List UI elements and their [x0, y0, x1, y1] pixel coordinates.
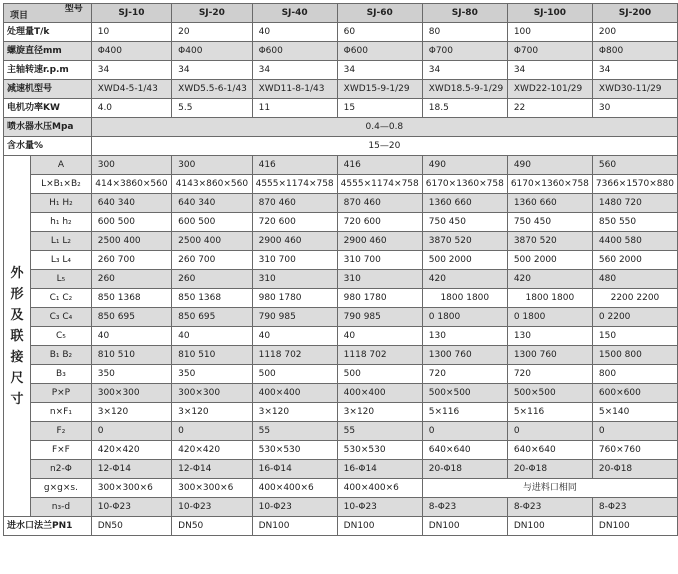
- dim-value: 10-Φ23: [172, 498, 252, 517]
- corner-model-label: 型号: [64, 4, 83, 14]
- dim-value: 850 695: [91, 308, 171, 327]
- dim-row: [4, 270, 678, 289]
- dim-row: [4, 289, 678, 308]
- dim-value: 3870 520: [422, 232, 507, 251]
- dim-value: 20-Φ18: [592, 460, 677, 479]
- dim-value: 500×500: [507, 384, 592, 403]
- dim-value: 150: [592, 327, 677, 346]
- dim-value: 720: [422, 365, 507, 384]
- dim-row: [4, 156, 678, 175]
- dim-value: 300×300: [91, 384, 171, 403]
- dim-value: 300×300: [172, 384, 252, 403]
- dim-value: 4143×860×560: [172, 175, 252, 194]
- dims-title-char: 接: [10, 349, 24, 365]
- dim-value: 850 695: [172, 308, 252, 327]
- dim-value: 300: [172, 156, 252, 175]
- dim-label: B₁ B₂: [31, 346, 92, 365]
- dim-value: 420: [422, 270, 507, 289]
- model-header: SJ-100: [507, 4, 592, 23]
- dim-value: 40: [252, 327, 337, 346]
- dim-value: 560: [592, 156, 677, 175]
- dim-value: 850 1368: [172, 289, 252, 308]
- dim-value: 10-Φ23: [337, 498, 422, 517]
- spec-value: 34: [422, 61, 507, 80]
- dim-value: 400×400×6: [337, 479, 422, 498]
- dim-value: 12-Φ14: [91, 460, 171, 479]
- dim-value: 480: [592, 270, 677, 289]
- dim-value: 0: [592, 422, 677, 441]
- dim-label: L₅: [31, 270, 92, 289]
- flange-value: DN100: [592, 517, 677, 536]
- dims-title-char: 及: [10, 307, 24, 323]
- spec-value: 34: [172, 61, 252, 80]
- dim-value: 5×140: [592, 403, 677, 422]
- dim-value: 0 2200: [592, 308, 677, 327]
- dim-label: g×g×s.: [31, 479, 92, 498]
- span-label: 喷水器水压Mpa: [4, 118, 92, 137]
- spec-value: 200: [592, 23, 677, 42]
- dim-row: [4, 213, 678, 232]
- dim-value: 260: [172, 270, 252, 289]
- dim-value: 310: [337, 270, 422, 289]
- dim-value: 0: [422, 422, 507, 441]
- dim-label: C₃ C₄: [31, 308, 92, 327]
- model-header: SJ-200: [592, 4, 677, 23]
- dim-row: [4, 327, 678, 346]
- dim-value: 310 700: [252, 251, 337, 270]
- spec-value: 10: [91, 23, 171, 42]
- dim-value: 980 1780: [337, 289, 422, 308]
- spec-value: XWD18.5-9-1/29: [422, 80, 507, 99]
- dim-value: 800: [592, 365, 677, 384]
- dim-value: 810 510: [91, 346, 171, 365]
- dim-value: 1118 702: [252, 346, 337, 365]
- dim-value: 16-Φ14: [337, 460, 422, 479]
- dim-row: [4, 460, 678, 479]
- dim-value: 130: [507, 327, 592, 346]
- dim-value: 400×400×6: [252, 479, 337, 498]
- dim-row: [4, 441, 678, 460]
- dim-value: 1300 760: [507, 346, 592, 365]
- dim-value: 260 700: [172, 251, 252, 270]
- dim-span-value: 与进料口相同: [422, 479, 677, 498]
- spec-label: 螺旋直径mm: [4, 42, 92, 61]
- dim-label: h₁ h₂: [31, 213, 92, 232]
- dim-value: 0: [172, 422, 252, 441]
- dim-value: 416: [252, 156, 337, 175]
- dim-row: [4, 422, 678, 441]
- dim-value: 500: [252, 365, 337, 384]
- dim-value: 6170×1360×758: [507, 175, 592, 194]
- dim-value: 12-Φ14: [172, 460, 252, 479]
- dim-value: 3×120: [172, 403, 252, 422]
- spec-label: 减速机型号: [4, 80, 92, 99]
- spec-value: XWD30-11/29: [592, 80, 677, 99]
- dims-title-char: 尺: [10, 370, 24, 386]
- spec-value: Φ400: [91, 42, 171, 61]
- spec-value: XWD22-101/29: [507, 80, 592, 99]
- spec-label: 处理量T/k: [4, 23, 92, 42]
- dim-value: 0: [91, 422, 171, 441]
- spec-value: 40: [252, 23, 337, 42]
- model-header: SJ-10: [91, 4, 171, 23]
- dim-value: 750 450: [422, 213, 507, 232]
- spec-value: 18.5: [422, 99, 507, 118]
- dim-label: n×F₁: [31, 403, 92, 422]
- dim-row: [4, 194, 678, 213]
- dim-value: 420: [507, 270, 592, 289]
- dim-value: 350: [91, 365, 171, 384]
- spec-table: [3, 3, 678, 536]
- dims-title-char: 联: [10, 328, 24, 344]
- dim-value: 870 460: [337, 194, 422, 213]
- spec-value: 34: [91, 61, 171, 80]
- spec-value: 22: [507, 99, 592, 118]
- spec-row: [4, 99, 678, 118]
- dim-value: 1480 720: [592, 194, 677, 213]
- dim-label: L₁ L₂: [31, 232, 92, 251]
- dim-value: 0 1800: [422, 308, 507, 327]
- dim-value: 500 2000: [507, 251, 592, 270]
- spec-value: Φ400: [172, 42, 252, 61]
- dims-title: [4, 156, 31, 517]
- dim-row: [4, 498, 678, 517]
- dim-label: C₅: [31, 327, 92, 346]
- spec-row: [4, 23, 678, 42]
- dim-value: 2900 460: [252, 232, 337, 251]
- dim-value: 40: [172, 327, 252, 346]
- dim-value: 640×640: [507, 441, 592, 460]
- dim-value: 600×600: [592, 384, 677, 403]
- spec-value: XWD5.5-6-1/43: [172, 80, 252, 99]
- flange-label: 进水口法兰PN1: [4, 517, 92, 536]
- model-header: SJ-20: [172, 4, 252, 23]
- dim-row: [4, 232, 678, 251]
- dim-value: 640 340: [172, 194, 252, 213]
- dim-value: 720 600: [337, 213, 422, 232]
- dims-title-char: 寸: [10, 391, 24, 407]
- dim-value: 350: [172, 365, 252, 384]
- model-header: SJ-40: [252, 4, 337, 23]
- dim-row: [4, 365, 678, 384]
- dim-value: 750 450: [507, 213, 592, 232]
- spec-value: 4.0: [91, 99, 171, 118]
- spec-value: 30: [592, 99, 677, 118]
- dim-value: 500×500: [422, 384, 507, 403]
- dim-value: 130: [422, 327, 507, 346]
- dim-label: H₁ H₂: [31, 194, 92, 213]
- dim-value: 790 985: [252, 308, 337, 327]
- dim-value: 810 510: [172, 346, 252, 365]
- dim-value: 1800 1800: [422, 289, 507, 308]
- dims-title-char: 外: [10, 265, 24, 281]
- flange-value: DN50: [172, 517, 252, 536]
- dim-value: 0: [507, 422, 592, 441]
- dim-value: 20-Φ18: [422, 460, 507, 479]
- dim-value: 1500 800: [592, 346, 677, 365]
- dim-value: 420×420: [91, 441, 171, 460]
- dim-value: 1360 660: [422, 194, 507, 213]
- dim-value: 560 2000: [592, 251, 677, 270]
- dim-value: 600 500: [172, 213, 252, 232]
- dim-value: 6170×1360×758: [422, 175, 507, 194]
- dim-value: 530×530: [252, 441, 337, 460]
- dim-value: 0 1800: [507, 308, 592, 327]
- header-row: [4, 4, 678, 23]
- model-header: SJ-60: [337, 4, 422, 23]
- dim-value: 8-Φ23: [507, 498, 592, 517]
- flange-value: DN100: [337, 517, 422, 536]
- dim-value: 5×116: [507, 403, 592, 422]
- spec-value: Φ700: [507, 42, 592, 61]
- spec-value: 34: [592, 61, 677, 80]
- corner-cell: [4, 4, 92, 23]
- dim-value: 640 340: [91, 194, 171, 213]
- spec-value: 60: [337, 23, 422, 42]
- dim-row: [4, 308, 678, 327]
- span-label: 含水量%: [4, 137, 92, 156]
- spec-value: Φ800: [592, 42, 677, 61]
- dim-row: [4, 403, 678, 422]
- dim-row: [4, 479, 678, 498]
- dim-value: 4555×1174×758: [337, 175, 422, 194]
- dim-value: 300: [91, 156, 171, 175]
- spec-value: Φ600: [252, 42, 337, 61]
- dim-value: 2900 460: [337, 232, 422, 251]
- spec-value: 34: [507, 61, 592, 80]
- dim-value: 4400 580: [592, 232, 677, 251]
- dim-value: 720 600: [252, 213, 337, 232]
- dim-value: 310: [252, 270, 337, 289]
- spec-value: XWD11-8-1/43: [252, 80, 337, 99]
- dim-value: 2500 400: [91, 232, 171, 251]
- dim-value: 300×300×6: [172, 479, 252, 498]
- dim-value: 3×120: [252, 403, 337, 422]
- dim-label: B₃: [31, 365, 92, 384]
- dim-value: 600 500: [91, 213, 171, 232]
- spec-value: Φ700: [422, 42, 507, 61]
- dim-value: 640×640: [422, 441, 507, 460]
- dim-value: 260 700: [91, 251, 171, 270]
- spec-label: 电机功率KW: [4, 99, 92, 118]
- dim-value: 790 985: [337, 308, 422, 327]
- dim-row: [4, 175, 678, 194]
- dim-value: 55: [337, 422, 422, 441]
- dim-label: L₃ L₄: [31, 251, 92, 270]
- dim-label: L×B₁×B₂: [31, 175, 92, 194]
- dim-value: 500: [337, 365, 422, 384]
- dim-label: n₃-d: [31, 498, 92, 517]
- dim-value: 8-Φ23: [422, 498, 507, 517]
- spec-value: 15: [337, 99, 422, 118]
- span-value: 0.4—0.8: [91, 118, 677, 137]
- dim-value: 5×116: [422, 403, 507, 422]
- dim-value: 980 1780: [252, 289, 337, 308]
- spec-value: 100: [507, 23, 592, 42]
- dim-value: 7366×1570×880: [592, 175, 677, 194]
- span-value: 15—20: [91, 137, 677, 156]
- dim-label: n2-Φ: [31, 460, 92, 479]
- dim-value: 870 460: [252, 194, 337, 213]
- spec-value: 11: [252, 99, 337, 118]
- dim-value: 400×400: [337, 384, 422, 403]
- spec-value: XWD15-9-1/29: [337, 80, 422, 99]
- flange-value: DN50: [91, 517, 171, 536]
- dims-title-char: 形: [10, 286, 24, 302]
- dim-value: 20-Φ18: [507, 460, 592, 479]
- dim-label: A: [31, 156, 92, 175]
- dim-label: C₁ C₂: [31, 289, 92, 308]
- dim-value: 4555×1174×758: [252, 175, 337, 194]
- dim-value: 490: [507, 156, 592, 175]
- span-row: [4, 137, 678, 156]
- spec-value: XWD4-5-1/43: [91, 80, 171, 99]
- spec-value: Φ600: [337, 42, 422, 61]
- dim-value: 300×300×6: [91, 479, 171, 498]
- dim-value: 40: [91, 327, 171, 346]
- dim-row: [4, 384, 678, 403]
- model-header: SJ-80: [422, 4, 507, 23]
- dim-value: 10-Φ23: [252, 498, 337, 517]
- dim-value: 500 2000: [422, 251, 507, 270]
- dim-value: 720: [507, 365, 592, 384]
- dim-value: 530×530: [337, 441, 422, 460]
- spec-label: 主轴转速r.p.m: [4, 61, 92, 80]
- flange-value: DN100: [422, 517, 507, 536]
- dim-value: 8-Φ23: [592, 498, 677, 517]
- dim-value: 490: [422, 156, 507, 175]
- dim-value: 2500 400: [172, 232, 252, 251]
- spec-value: 34: [252, 61, 337, 80]
- dim-value: 2200 2200: [592, 289, 677, 308]
- spec-row: [4, 80, 678, 99]
- dim-value: 850 1368: [91, 289, 171, 308]
- span-row: [4, 118, 678, 137]
- dim-value: 3×120: [337, 403, 422, 422]
- corner-item-label: 项目: [10, 11, 29, 21]
- dim-value: 400×400: [252, 384, 337, 403]
- dim-label: P×P: [31, 384, 92, 403]
- dim-value: 1300 760: [422, 346, 507, 365]
- dim-value: 16-Φ14: [252, 460, 337, 479]
- flange-value: DN100: [252, 517, 337, 536]
- spec-value: 5.5: [172, 99, 252, 118]
- dim-row: [4, 251, 678, 270]
- dim-value: 1360 660: [507, 194, 592, 213]
- dim-value: 760×760: [592, 441, 677, 460]
- dim-value: 1800 1800: [507, 289, 592, 308]
- spec-value: 34: [337, 61, 422, 80]
- dim-value: 416: [337, 156, 422, 175]
- dim-value: 3870 520: [507, 232, 592, 251]
- dim-row: [4, 346, 678, 365]
- dim-value: 310 700: [337, 251, 422, 270]
- dim-value: 260: [91, 270, 171, 289]
- spec-value: 80: [422, 23, 507, 42]
- dim-value: 10-Φ23: [91, 498, 171, 517]
- spec-row: [4, 61, 678, 80]
- dim-label: F₂: [31, 422, 92, 441]
- flange-value: DN100: [507, 517, 592, 536]
- dim-value: 420×420: [172, 441, 252, 460]
- dim-value: 850 550: [592, 213, 677, 232]
- dim-label: F×F: [31, 441, 92, 460]
- spec-row: [4, 42, 678, 61]
- dim-value: 1118 702: [337, 346, 422, 365]
- flange-row: [4, 517, 678, 536]
- dim-value: 40: [337, 327, 422, 346]
- dim-value: 3×120: [91, 403, 171, 422]
- dim-value: 414×3860×560: [91, 175, 171, 194]
- dim-value: 55: [252, 422, 337, 441]
- spec-value: 20: [172, 23, 252, 42]
